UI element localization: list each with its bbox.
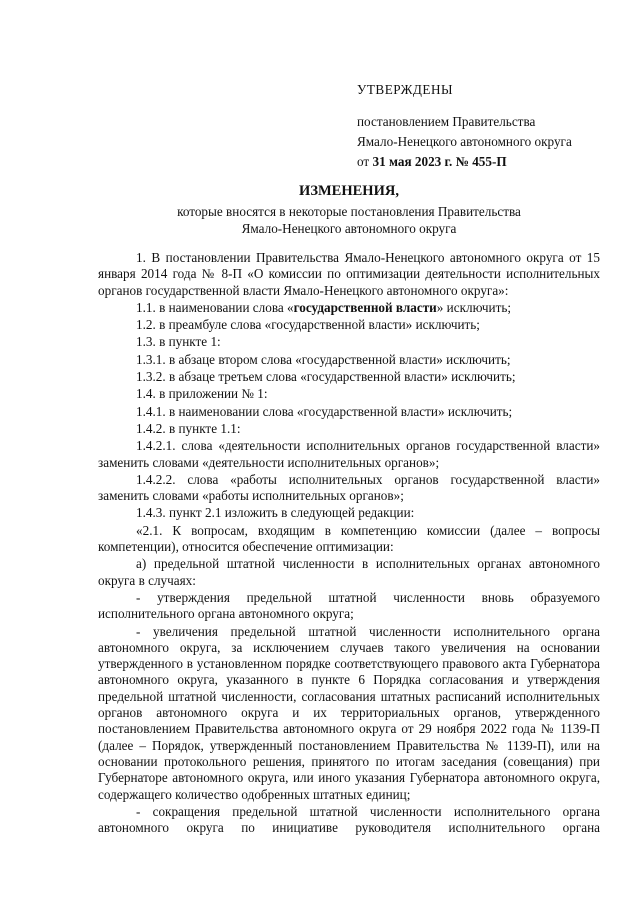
- paragraph-1-1-start: 1.1. в наименовании слова «: [136, 299, 294, 315]
- paragraph-1: 1. В постановлении Правительства Ямало-Ненецкого автономного округа от 15 января 2014 года № 8-П «О комиссии по оптимизации деятельности исполнительных органов государственной власти Ямало-Ненецкого автономного округа»:: [98, 250, 600, 298]
- document-title: ИЗМЕНЕНИЯ,: [299, 183, 399, 199]
- paragraph-a: а) предельной штатной численности в исполнительных органах автономного округа в случаях:: [98, 556, 600, 588]
- paragraph-1-4-3: 1.4.3. пункт 2.1 изложить в следующей редакции:: [136, 505, 415, 521]
- approval-block: [357, 80, 572, 172]
- title-subtitle-2: Ямало-Ненецкого автономного округа: [241, 221, 457, 236]
- title-subtitle-1: которые вносятся в некоторые постановления Правительства: [177, 204, 521, 219]
- paragraph-1-1: [98, 300, 600, 316]
- document-body: [98, 250, 600, 837]
- paragraph-1-3: 1.3. в пункте 1:: [136, 334, 221, 350]
- approval-date-prefix: от: [357, 154, 373, 169]
- paragraph-1-4-1: 1.4.1. в наименовании слова «государственной власти» исключить;: [136, 403, 513, 419]
- paragraph-2-1: «2.1. К вопросам, входящим в компетенцию комиссии (далее – вопросы компетенции), относится обеспечение оптимизации:: [98, 522, 600, 555]
- paragraph-1-4-2-2: 1.4.2.2. слова «работы исполнительных органов государственной власти» заменить словами «работы исполнительных органов»;: [98, 471, 600, 504]
- dash-item-1: - утверждения предельной штатной численности вновь образуемого исполнительного органа автономного округа;: [98, 589, 600, 622]
- paragraph-1-1-bold: государственной власти: [293, 299, 437, 315]
- paragraph-1-4-2: 1.4.2. в пункте 1.1:: [136, 420, 241, 436]
- paragraph-1-3-1: 1.3.1. в абзаце втором слова «государственной власти» исключить;: [136, 351, 511, 367]
- approval-date: 31 мая 2023 г. № 455-П: [372, 154, 507, 169]
- approval-heading: УТВЕРЖДЕНЫ: [357, 82, 454, 97]
- approval-line-2: Ямало-Ненецкого автономного округа: [357, 134, 572, 149]
- title-block: [98, 183, 600, 237]
- paragraph-1-1-end: » исключить;: [436, 299, 512, 315]
- approval-date-line: [357, 152, 572, 172]
- paragraph-1-2: 1.2. в преамбуле слова «государственной власти» исключить;: [136, 317, 480, 333]
- paragraph-1-4: 1.4. в приложении № 1:: [136, 386, 268, 402]
- paragraph-1-3-2: 1.3.2. в абзаце третьем слова «государственной власти» исключить;: [136, 369, 516, 385]
- dash-item-2: - увеличения предельной штатной численности исполнительного органа автономного округа, за исключением случаев такого увеличения на основании утвержденного в установленном порядке соответствующего правового акта Губернатора автономного округа, указанного в пункте 6 Порядка согласования и утверждения предельной штатной численности, согласования штатных расписаний исполнительных органов автономного округа и их территориальных органов, утвержденного постановлением Правительства автономного округа от 29 ноября 2022 года № 1139-П (далее – Порядок, утвержденный постановлением Правительства № 1139-П), или на основании протокольного решения, принятого по итогам заседания (совещания) при Губернаторе автономного округа, или иного указания Губернатора автономного округа, содержащего количество одобренных штатных единиц;: [98, 623, 600, 802]
- dash-item-3: - сокращения предельной штатной численности исполнительного органа автономного округа по инициативе руководителя исполнительного органа: [98, 803, 600, 836]
- paragraph-1-4-2-1: 1.4.2.1. слова «деятельности исполнительных органов государственной власти» заменить словами «деятельности исполнительных органов»;: [98, 438, 600, 470]
- approval-line-1: постановлением Правительства: [357, 114, 536, 129]
